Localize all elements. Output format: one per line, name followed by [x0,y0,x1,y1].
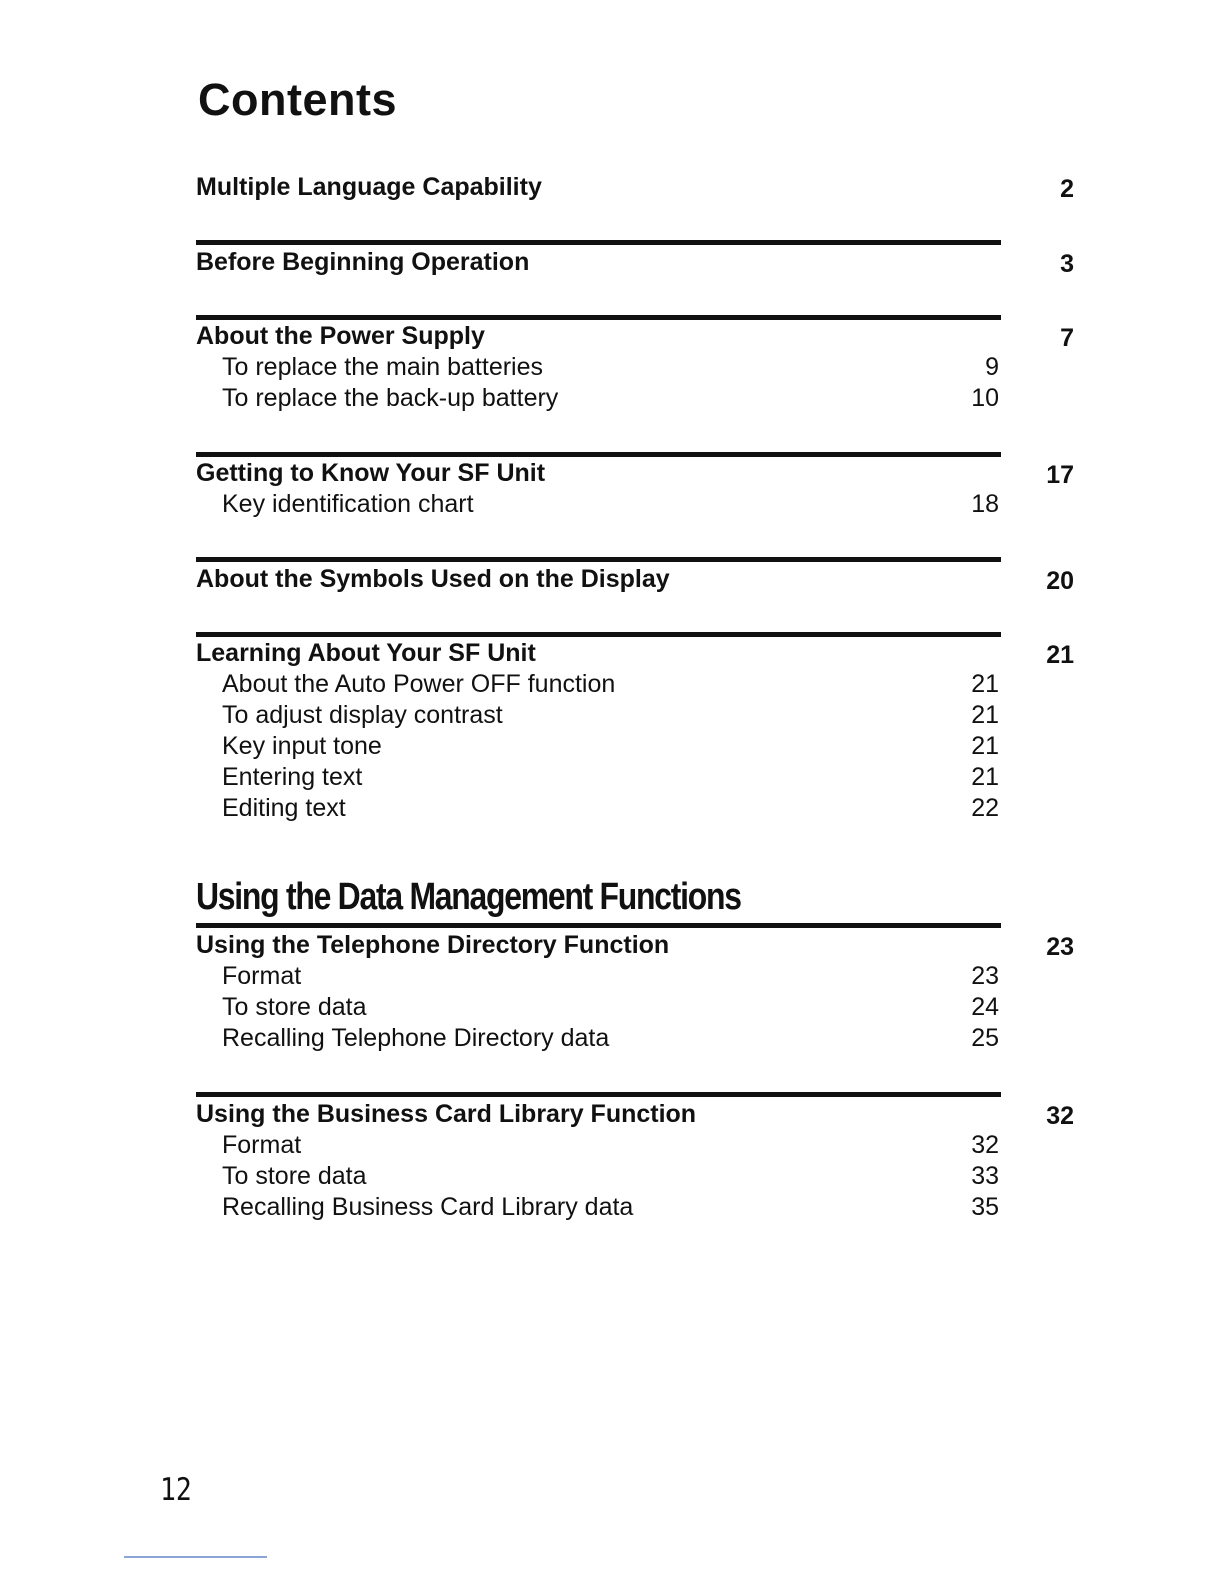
toc-item[interactable] [196,794,1074,825]
toc-item[interactable] [196,1024,1074,1055]
toc-item-title[interactable]: Format [222,1131,302,1159]
section-divider [196,240,1001,245]
toc-item-title[interactable]: Recalling Business Card Library data [222,1193,634,1221]
toc-item-title[interactable]: To store data [222,993,367,1021]
toc-item[interactable] [196,732,1074,763]
toc-heading[interactable]: Using the Telephone Directory Function [196,931,670,959]
toc-heading-page: 3 [1060,250,1074,278]
toc-item-title[interactable]: Key input tone [222,732,382,760]
toc-section [196,1100,1074,1224]
toc-item[interactable] [196,353,1074,384]
toc-item-title[interactable]: Recalling Telephone Directory data [222,1024,610,1052]
toc-item[interactable] [196,490,1074,521]
toc-item[interactable] [196,1131,1074,1162]
toc-heading[interactable]: About the Symbols Used on the Display [196,565,670,593]
toc-heading-row[interactable] [196,1100,1074,1131]
toc-heading-page: 32 [1046,1102,1074,1130]
toc-item[interactable] [196,384,1074,415]
toc-section [196,322,1074,415]
toc-item-title[interactable]: To replace the back-up battery [222,384,559,412]
toc-item[interactable] [196,670,1074,701]
toc-section [196,639,1074,825]
toc-heading[interactable]: Learning About Your SF Unit [196,639,536,667]
toc-item-title[interactable]: Key identification chart [222,490,474,518]
toc-item-title[interactable]: Format [222,962,302,990]
page-title: Contents [198,74,397,125]
toc-heading-page: 2 [1060,175,1074,203]
toc-item-page: 25 [971,1024,999,1052]
toc-item-page: 21 [971,701,999,729]
toc-item[interactable] [196,962,1074,993]
toc-heading[interactable]: Getting to Know Your SF Unit [196,459,546,487]
toc-heading-row[interactable] [196,459,1074,490]
toc-item-title[interactable]: About the Auto Power OFF function [222,670,616,698]
toc-item-page: 22 [971,794,999,822]
toc-heading[interactable]: About the Power Supply [196,322,485,350]
toc-item-page: 23 [971,962,999,990]
section-divider [196,315,1001,320]
toc-item-page: 33 [971,1162,999,1190]
toc-item-title[interactable]: Entering text [222,763,363,791]
toc-section [196,173,1074,204]
toc-section [196,459,1074,521]
toc-heading-row[interactable] [196,322,1074,353]
toc-item[interactable] [196,1193,1074,1224]
toc-heading-page: 17 [1046,461,1074,489]
toc-heading-page: 23 [1046,933,1074,961]
toc-item-page: 32 [971,1131,999,1159]
toc-item-page: 18 [971,490,999,518]
part-heading[interactable]: Using the Data Management Functions [196,876,741,918]
toc-heading-row[interactable] [196,173,1074,204]
section-divider [196,632,1001,637]
section-divider [196,923,1001,928]
toc-item-page: 10 [971,384,999,412]
toc-item-title[interactable]: To replace the main batteries [222,353,544,381]
toc-item-page: 9 [985,353,999,381]
toc-item-page: 21 [971,670,999,698]
toc-item-title[interactable]: Editing text [222,794,346,822]
toc-item[interactable] [196,763,1074,794]
section-divider [196,557,1001,562]
toc-heading-page: 7 [1060,324,1074,352]
toc-item[interactable] [196,993,1074,1024]
toc-item-page: 21 [971,732,999,760]
toc-heading-row[interactable] [196,565,1074,596]
section-divider [196,452,1001,457]
toc-item-page: 24 [971,993,999,1021]
toc-section [196,248,1074,279]
toc-heading[interactable]: Before Beginning Operation [196,248,530,276]
toc-heading-page: 21 [1046,641,1074,669]
toc-item-title[interactable]: To adjust display contrast [222,701,503,729]
toc-item-page: 21 [971,763,999,791]
section-divider [196,1092,1001,1097]
toc-item[interactable] [196,1162,1074,1193]
toc-heading[interactable]: Using the Business Card Library Function [196,1100,697,1128]
toc-heading-row[interactable] [196,248,1074,279]
toc-section [196,565,1074,596]
toc-section [196,931,1074,1055]
toc-heading-row[interactable] [196,931,1074,962]
scan-line [124,1556,267,1558]
toc-item-title[interactable]: To store data [222,1162,367,1190]
toc-item-page: 35 [971,1193,999,1221]
toc-item[interactable] [196,701,1074,732]
page-number: 12 [160,1472,192,1508]
toc-heading[interactable]: Multiple Language Capability [196,173,542,201]
toc-heading-row[interactable] [196,639,1074,670]
toc-heading-page: 20 [1046,567,1074,595]
